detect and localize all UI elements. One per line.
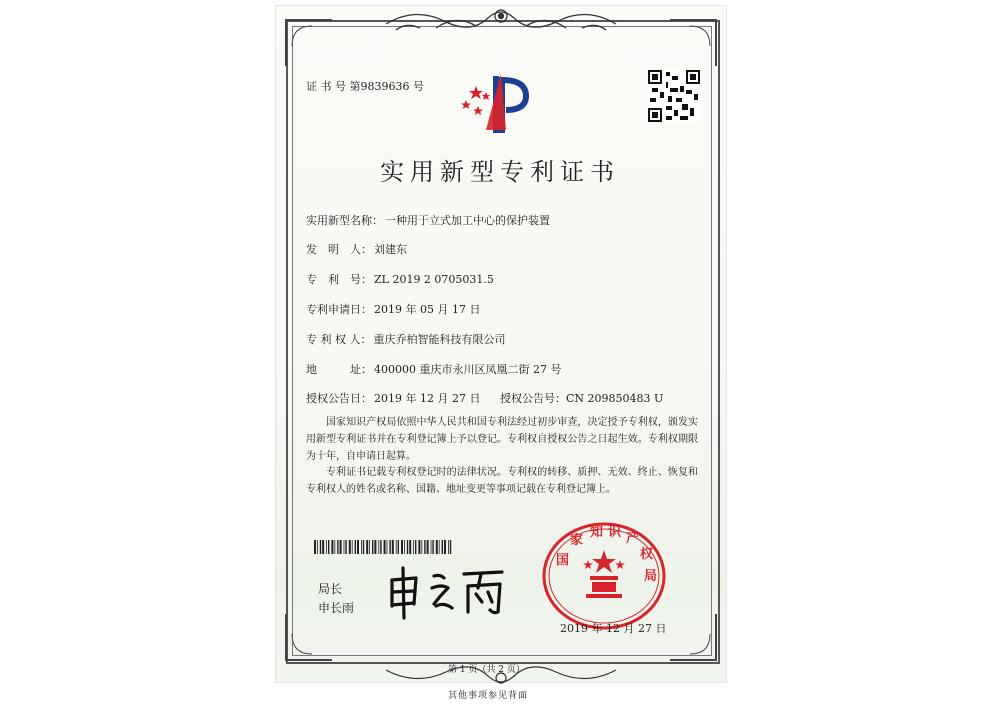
field-value: 2019 年 12 月 27 日 — [374, 392, 481, 405]
field-patent-number — [306, 271, 494, 287]
field-value: ZL 2019 2 0705031.5 — [374, 273, 494, 286]
field-grant-announcement-number — [500, 390, 663, 406]
field-label: 授权公告日： — [306, 392, 372, 405]
corner-ornament-icon — [666, 16, 720, 70]
director-title: 局长 — [318, 582, 343, 596]
page-number: 第 1 页（共 2 页） — [448, 665, 525, 675]
seal-date: 2019 年 12 月 27 日 — [560, 622, 667, 635]
field-label: 授权公告号： — [500, 392, 566, 405]
field-address — [306, 361, 561, 377]
svg-text:识: 识 — [608, 525, 622, 540]
svg-text:权: 权 — [640, 547, 654, 562]
svg-text:知: 知 — [590, 525, 604, 540]
svg-text:产: 产 — [626, 531, 640, 546]
cnipa-logo-icon — [456, 68, 546, 134]
legal-status-paragraph: 专利证书记载专利权登记时的法律状况。专利权的转移、质押、无效、终止、恢复和专利权人的姓名或名称、国籍、地址变更等事项记载在专利登记簿上。 — [306, 467, 698, 495]
corner-ornament-icon — [282, 16, 336, 70]
certificate-title: 实用新型专利证书 — [380, 158, 620, 186]
qr-code-icon — [648, 70, 700, 122]
director-name: 申长雨 — [318, 601, 355, 615]
certificate-number-value: 9839636 — [360, 80, 410, 93]
field-label: 发 明 人： — [306, 243, 372, 256]
field-value: 重庆乔柏智能科技有限公司 — [373, 333, 506, 346]
svg-text:局: 局 — [644, 569, 658, 584]
svg-text:家: 家 — [570, 533, 584, 548]
field-grant-announcement-date — [306, 390, 480, 406]
director-signature-icon — [382, 562, 512, 622]
field-inventor — [306, 241, 407, 257]
top-ornament-icon — [376, 4, 626, 38]
corner-ornament-icon — [666, 610, 720, 664]
svg-text:国: 国 — [556, 553, 570, 568]
grant-statement-paragraph: 国家知识产权局依照中华人民共和国专利法经过初步审查，决定授予专利权，颁发实用新型专利证书并在专利登记簿上予以登记。专利权自授权公告之日起生效。专利权期限为十年，自申请日起算。 — [306, 417, 698, 462]
field-utility-model-name — [306, 212, 550, 228]
corner-ornament-icon — [282, 610, 336, 664]
field-value: 一种用于立式加工中心的保护装置 — [385, 214, 550, 227]
field-value: CN 209850483 U — [566, 392, 664, 405]
field-label: 地 址： — [306, 363, 372, 376]
certificate-number-suffix: 号 — [413, 80, 424, 93]
barcode-icon — [314, 540, 454, 554]
field-patentee — [306, 331, 506, 347]
official-seal-icon — [540, 520, 668, 632]
certificate-number-label: 证 书 号 第 — [306, 80, 361, 93]
field-application-date — [306, 301, 480, 317]
field-value: 400000 重庆市永川区凤凰二街 27 号 — [374, 363, 562, 376]
footer-note: 其他事项参见背面 — [448, 691, 529, 701]
field-label: 专利申请日： — [306, 303, 372, 316]
certificate-number — [306, 78, 424, 94]
field-value: 刘建东 — [374, 243, 407, 256]
field-label: 专 利 权 人： — [306, 333, 372, 346]
field-label: 实用新型名称： — [306, 214, 383, 227]
field-label: 专 利 号： — [306, 273, 372, 286]
field-value: 2019 年 05 月 17 日 — [374, 303, 481, 316]
